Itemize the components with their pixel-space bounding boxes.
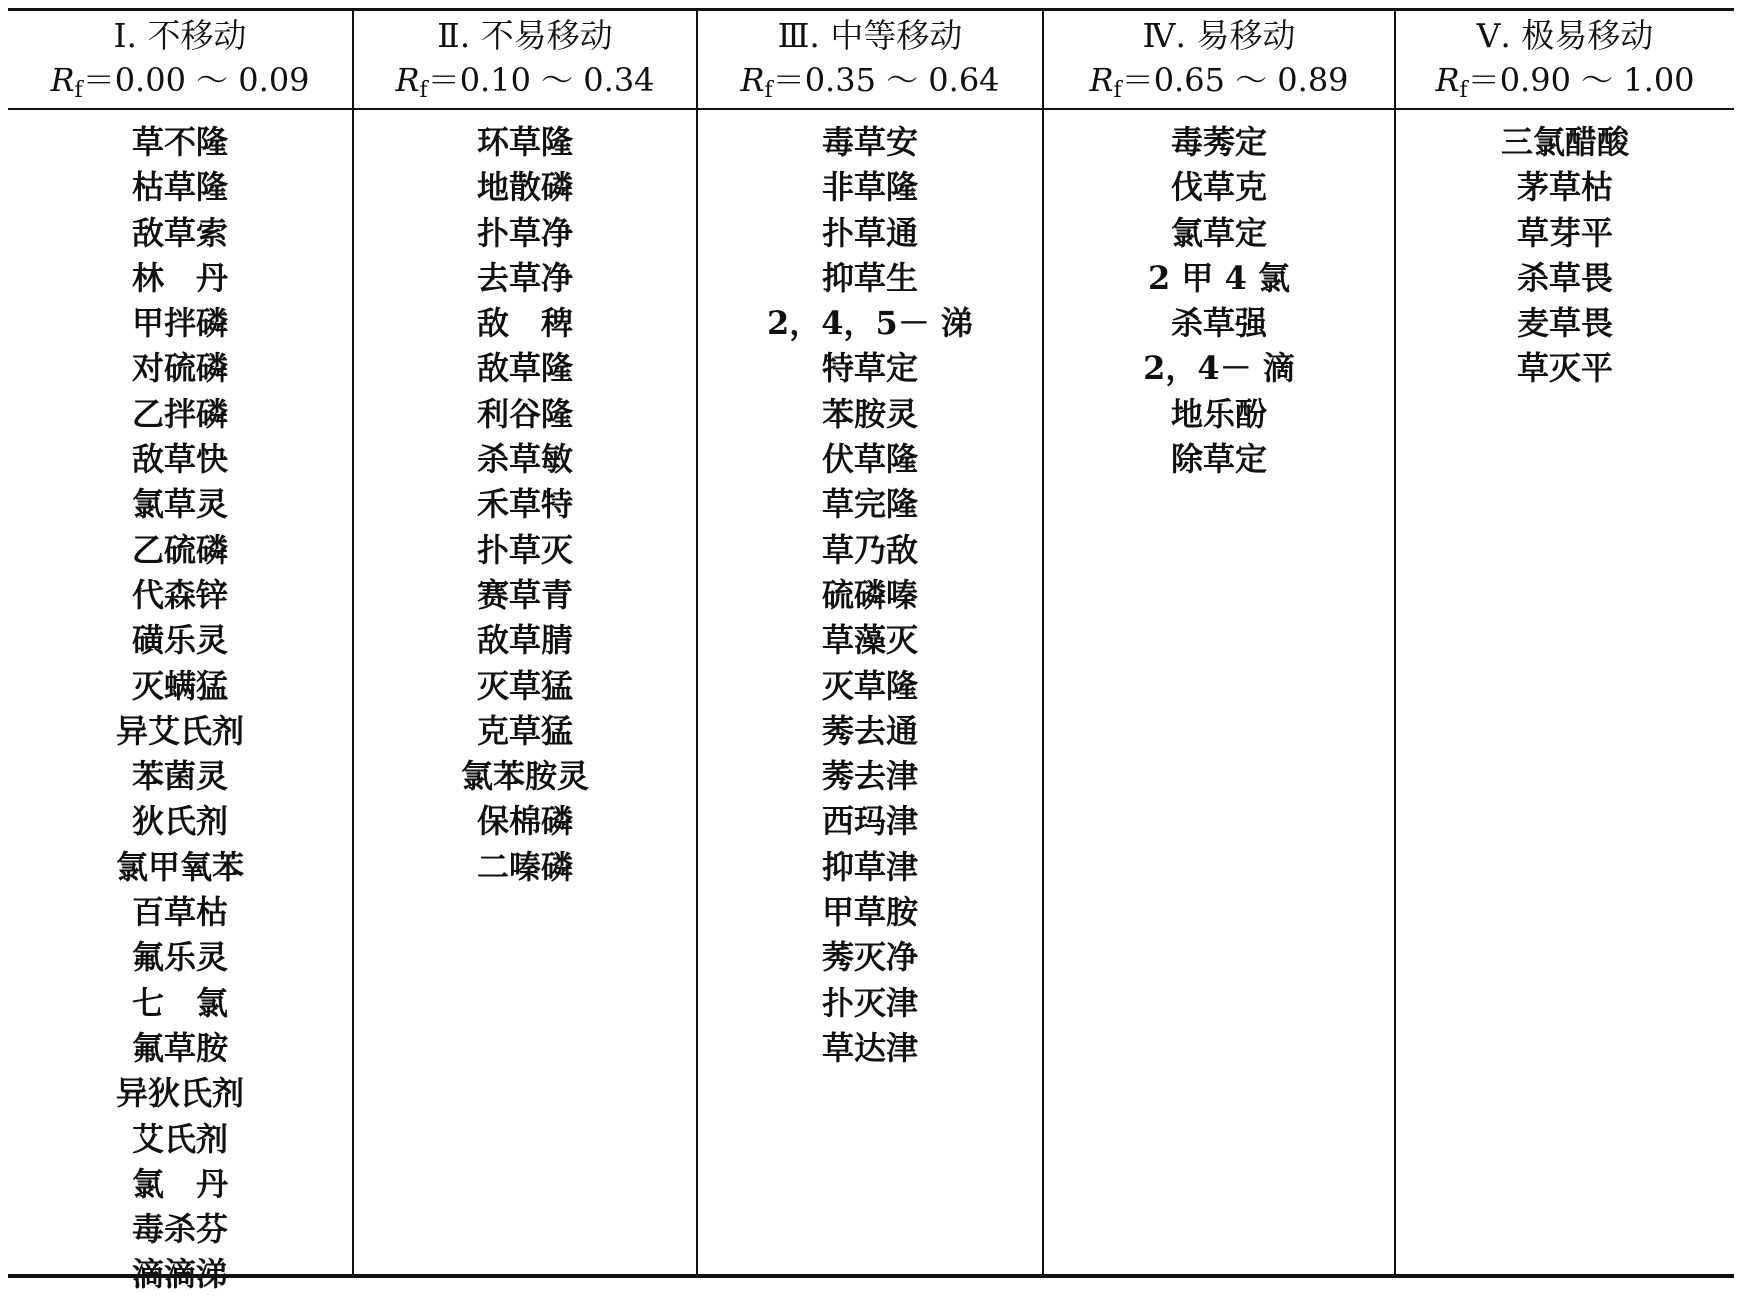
- herbicide-name: 灭螨猛: [131, 666, 228, 705]
- herbicide-name: 苯菌灵: [131, 757, 228, 796]
- column-class-2: [352, 8, 696, 1274]
- herbicide-name: 敌 稗: [476, 304, 573, 343]
- herbicide-name: 灭草隆: [821, 666, 918, 705]
- herbicide-name: 克草猛: [476, 711, 573, 750]
- herbicide-name: 氯草定: [1170, 213, 1267, 252]
- herbicide-name: 草完隆: [821, 485, 918, 524]
- herbicide-name: 去草净: [476, 258, 573, 297]
- herbicide-name: 伏草隆: [821, 440, 918, 479]
- herbicide-name: 草芽平: [1516, 213, 1613, 252]
- herbicide-name: 苯胺灵: [821, 394, 918, 433]
- herbicide-name: 抑草津: [821, 847, 918, 886]
- herbicide-name: 扑草灭: [476, 530, 573, 569]
- herbicide-name: 禾草特: [476, 485, 573, 524]
- herbicide-name: 氯草灵: [131, 485, 228, 524]
- herbicide-name: 草达津: [821, 1028, 918, 1067]
- herbicide-name: 除草定: [1170, 440, 1267, 479]
- herbicide-name: 地乐酚: [1170, 394, 1267, 433]
- herbicide-name: 氟乐灵: [131, 938, 228, 977]
- herbicide-list: [354, 120, 696, 890]
- rf-subscript: f: [74, 78, 83, 103]
- column-title: Ⅳ. 易移动: [1142, 16, 1296, 55]
- herbicide-name: 2 甲 4 氯: [1148, 258, 1290, 297]
- rf-value: ＝0.10 ～ 0.34: [427, 61, 655, 99]
- herbicide-list: [698, 120, 1042, 1071]
- rf-subscript: f: [764, 78, 773, 103]
- rf-subscript: f: [419, 78, 428, 103]
- herbicide-list: [1044, 120, 1394, 482]
- herbicide-name: 敌草腈: [476, 621, 573, 660]
- herbicide-name: 杀草畏: [1516, 258, 1613, 297]
- herbicide-name: 二嗪磷: [476, 847, 573, 886]
- herbicide-name: 赛草青: [476, 575, 573, 614]
- herbicide-name: 乙拌磷: [131, 394, 228, 433]
- herbicide-name: 草不隆: [131, 123, 228, 161]
- herbicide-name: 异狄氏剂: [115, 1074, 244, 1113]
- rf-value: ＝0.00 ～ 0.09: [82, 61, 310, 99]
- rf-range: [1396, 58, 1734, 102]
- rf-value: ＝0.35 ～ 0.64: [772, 61, 1000, 99]
- herbicide-name: 莠去津: [821, 757, 918, 796]
- herbicide-name: 氯苯胺灵: [460, 757, 589, 796]
- herbicide-name: 狄氏剂: [131, 802, 228, 841]
- column-title: Ⅴ. 极易移动: [1476, 16, 1654, 55]
- herbicide-name: 滴滴涕: [131, 1255, 228, 1294]
- rf-value: ＝0.90 ～ 1.00: [1467, 61, 1695, 99]
- herbicide-name: 氯 丹: [131, 1164, 228, 1203]
- column-header: [698, 14, 1042, 106]
- rf-symbol: R: [740, 61, 765, 99]
- herbicide-name: 氯甲氧苯: [115, 847, 244, 886]
- herbicide-name: 艾氏剂: [131, 1119, 228, 1158]
- herbicide-name: 草藻灭: [821, 621, 918, 660]
- herbicide-name: 代森锌: [131, 575, 228, 614]
- herbicide-name: 氟草胺: [131, 1028, 228, 1067]
- herbicide-name: 灭草猛: [476, 666, 573, 705]
- column-class-3: [696, 8, 1042, 1274]
- herbicide-name: 2，4，5－ 涕: [767, 304, 973, 343]
- herbicide-name: 林 丹: [131, 258, 228, 297]
- herbicide-name: 杀草敏: [476, 440, 573, 479]
- herbicide-name: 硫磷嗪: [821, 575, 918, 614]
- column-title: Ⅲ. 中等移动: [777, 16, 963, 55]
- herbicide-name: 莠灭净: [821, 938, 918, 977]
- herbicide-name: 乙硫磷: [131, 530, 228, 569]
- herbicide-name: 草乃敌: [821, 530, 918, 569]
- column-header: [354, 14, 696, 106]
- herbicide-name: 抑草生: [821, 258, 918, 297]
- herbicide-name: 敌草快: [131, 440, 228, 479]
- herbicide-name: 2，4－ 滴: [1143, 349, 1295, 388]
- herbicide-name: 百草枯: [131, 893, 228, 932]
- herbicide-name: 草灭平: [1516, 349, 1613, 388]
- herbicide-name: 扑灭津: [821, 983, 918, 1022]
- column-header: [8, 14, 352, 106]
- rf-symbol: R: [1435, 61, 1460, 99]
- herbicide-name: 枯草隆: [131, 168, 228, 207]
- herbicide-name: 扑草通: [821, 213, 918, 252]
- herbicide-name: 磺乐灵: [131, 621, 228, 660]
- herbicide-list: [8, 120, 352, 1298]
- herbicide-name: 莠去通: [821, 711, 918, 750]
- herbicide-name: 三氯醋酸: [1500, 123, 1629, 161]
- herbicide-name: 杀草强: [1170, 304, 1267, 343]
- rf-subscript: f: [1459, 78, 1468, 103]
- herbicide-name: 甲拌磷: [131, 304, 228, 343]
- herbicide-name: 伐草克: [1170, 168, 1267, 207]
- herbicide-name: 麦草畏: [1516, 304, 1613, 343]
- column-title: Ⅰ. 不移动: [113, 16, 247, 55]
- herbicide-name: 对硫磷: [131, 349, 228, 388]
- herbicide-name: 毒莠定: [1170, 123, 1267, 161]
- column-class-5: [1394, 8, 1734, 1274]
- column-title: Ⅱ. 不易移动: [437, 16, 613, 55]
- rf-range: [1044, 58, 1394, 102]
- herbicide-name: 非草隆: [821, 168, 918, 207]
- column-header: [1044, 14, 1394, 106]
- column-class-1: [8, 8, 352, 1294]
- herbicide-name: 异艾氏剂: [115, 711, 244, 750]
- herbicide-name: 毒草安: [821, 123, 918, 161]
- herbicide-name: 西玛津: [821, 802, 918, 841]
- herbicide-name: 敌草索: [131, 213, 228, 252]
- rf-symbol: R: [50, 61, 75, 99]
- rf-symbol: R: [395, 61, 420, 99]
- herbicide-name: 毒杀芬: [131, 1210, 228, 1249]
- rf-range: [8, 58, 352, 102]
- rf-symbol: R: [1089, 61, 1114, 99]
- herbicide-name: 保棉磷: [476, 802, 573, 841]
- herbicide-name: 环草隆: [476, 123, 573, 161]
- herbicide-name: 利谷隆: [476, 394, 573, 433]
- rf-range: [354, 58, 696, 102]
- rf-subscript: f: [1113, 78, 1122, 103]
- herbicide-name: 特草定: [821, 349, 918, 388]
- rf-range: [698, 58, 1042, 102]
- column-class-4: [1042, 8, 1394, 1274]
- herbicide-name: 茅草枯: [1516, 168, 1613, 207]
- herbicide-name: 甲草胺: [821, 893, 918, 932]
- column-header: [1396, 14, 1734, 106]
- herbicide-list: [1396, 120, 1734, 392]
- herbicide-name: 扑草净: [476, 213, 573, 252]
- herbicide-name: 地散磷: [476, 168, 573, 207]
- herbicide-name: 敌草隆: [476, 349, 573, 388]
- herbicide-name: 七 氯: [131, 983, 228, 1022]
- rf-value: ＝0.65 ～ 0.89: [1121, 61, 1349, 99]
- mobility-table: [8, 8, 1734, 1294]
